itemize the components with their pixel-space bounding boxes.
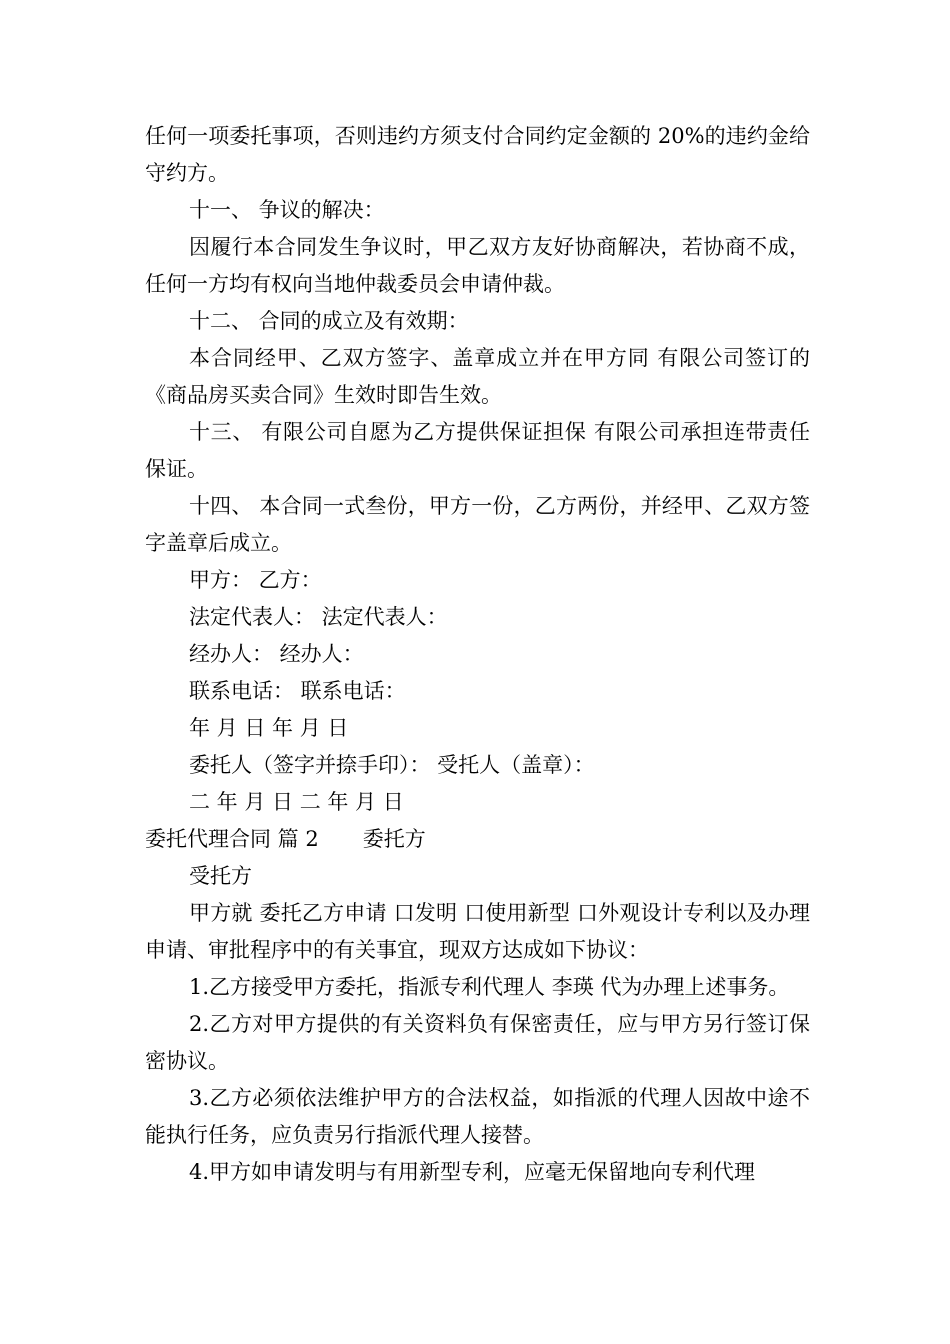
clause-3: 3.乙方必须依法维护甲方的合法权益，如指派的代理人因故中途不能执行任务，应负责另行指派代理人接替。 [145,1086,810,1147]
paragraph-penalty-clause: 任何一项委托事项，否则违约方须支付合同约定金额的 20%的违约金给守约方。 [145,124,810,185]
signature-phone-line: 联系电话： 联系电话： [189,679,406,703]
signature-parties-line: 甲方： 乙方： [189,568,322,592]
clause-1: 1.乙方接受甲方委托，指派专利代理人 李瑛 代为办理上述事务。 [189,975,790,999]
heading-dispute-resolution: 十一、 争议的解决： [189,198,385,222]
signature-handler-line: 经办人： 经办人： [189,642,364,666]
paragraph-agreement-intro: 甲方就 委托乙方申请 口发明 口使用新型 口外观设计专利以及办理申请、审批程序中的有关事宜，现双方达成如下协议： [145,901,810,962]
signature-principal-agent-line: 委托人（签字并捺手印）： 受托人（盖章）： [189,753,595,777]
section-title: 委托代理合同 篇 2 [145,827,319,851]
agent-label: 受托方 [189,864,252,888]
heading-contract-validity: 十二、 合同的成立及有效期： [189,309,469,333]
paragraph-guarantee-clause: 十三、 有限公司自愿为乙方提供保证担保 有限公司承担连带责任保证。 [145,420,810,481]
signature-year-date-line: 二 年 月 日 二 年 月 日 [189,790,404,814]
paragraph-dispute-resolution: 因履行本合同发生争议时，甲乙双方友好协商解决，若协商不成，任何一方均有权向当地仲裁委员会申请仲裁。 [145,235,810,296]
section-principal-label: 委托方 [362,827,426,851]
paragraph-contract-validity: 本合同经甲、乙双方签字、盖章成立并在甲方同 有限公司签订的《商品房买卖合同》生效时即告生效。 [145,346,810,407]
signature-date-line: 年 月 日 年 月 日 [189,716,349,740]
clause-4: 4.甲方如申请发明与有用新型专利，应毫无保留地向专利代理 [189,1160,756,1184]
clause-2: 2.乙方对甲方提供的有关资料负有保密责任，应与甲方另行签订保密协议。 [145,1012,810,1073]
document-page [145,118,810,1191]
section-heading-contract-2 [145,821,810,858]
paragraph-copies-clause: 十四、 本合同一式叁份，甲方一份，乙方两份，并经甲、乙双方签字盖章后成立。 [145,494,810,555]
signature-representative-line: 法定代表人： 法定代表人： [189,605,448,629]
